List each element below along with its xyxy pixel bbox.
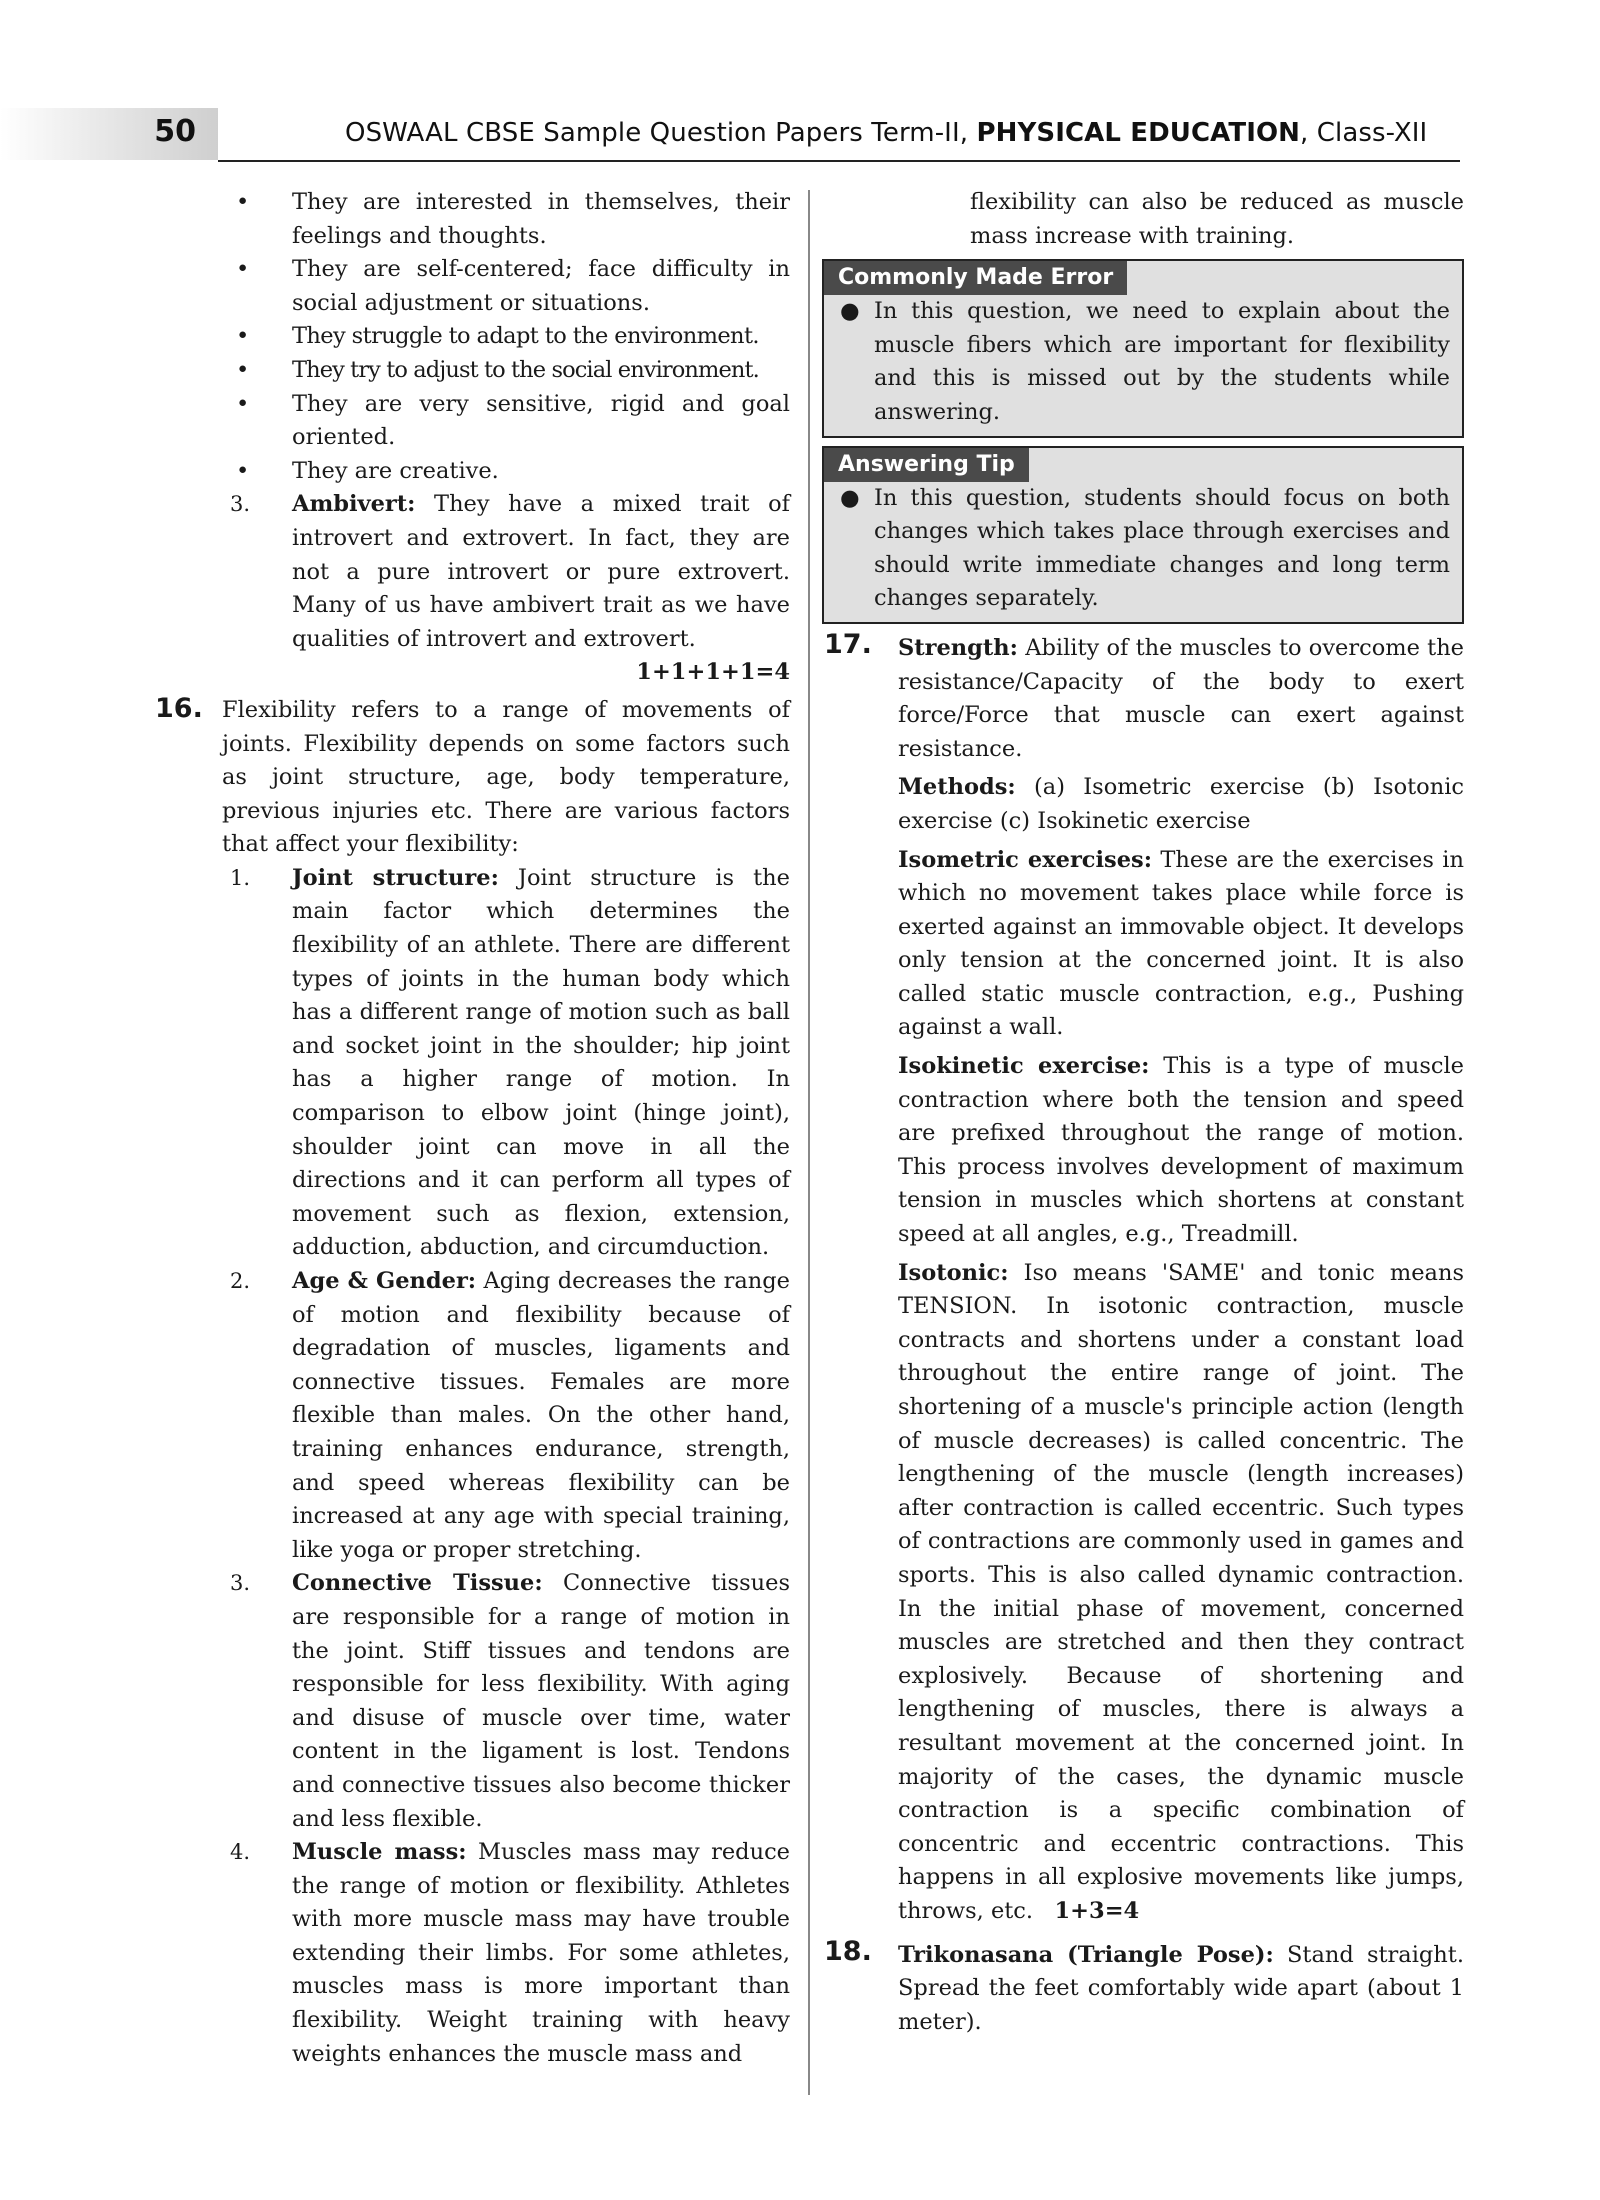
question-number: 17. (824, 628, 872, 660)
box-label: Answering Tip (824, 448, 1029, 482)
bullet-marker: • (236, 189, 250, 215)
list-item: • They are interested in themselves, their feelings and thoughts. (150, 186, 790, 253)
bullet-marker: • (236, 390, 250, 417)
box-label: Commonly Made Error (824, 261, 1127, 295)
box-item: ● In this question, students should focus on both changes which takes place through exercises and should write immediate changes and long term changes separately. (836, 482, 1450, 616)
page-header (0, 108, 1600, 160)
marks-label: 1+1+1+1=4 (636, 659, 790, 686)
list-item: 2. Age & Gender: Aging decreases the range of motion and flexibility because of degradation of muscles, ligaments and connective tissues. Females are more flexible than males. On the other hand, training enhances endurance, strength, and speed whereas flexibility can be increased at any age with special training, like yoga or proper stretching. (230, 1268, 790, 1563)
question-17 (822, 628, 1464, 1929)
strength-para: Strength: Ability of the muscles to overcome the resistance/Capacity of the body to exert force/Force that muscle can exert against resistance. (898, 634, 1464, 762)
answering-tip-box (822, 446, 1464, 624)
running-title (345, 118, 1427, 148)
question-16-intro: Flexibility refers to a range of movements of joints. Flexibility depends on some factors such as joint structure, age, body temperature, previous injuries etc. There are various factors that affect your flexibility: (222, 696, 790, 858)
column-divider (808, 190, 810, 2095)
question-number: 18. (824, 1935, 872, 1967)
left-column (150, 186, 790, 2071)
question-18 (822, 1935, 1464, 2040)
list-item: • They are self-centered; face difficulty in social adjustment or situations. (150, 253, 790, 320)
title-subject: PHYSICAL EDUCATION (976, 118, 1301, 148)
list-item: • They are creative. (150, 455, 790, 489)
bullet-marker: • (236, 457, 250, 484)
isotonic-para: Isotonic: Iso means 'SAME' and tonic means TENSION. In isotonic contraction, muscle contracts and shortens under a constant load throughout the entire range of joint. The shortening of a muscle's principle action (length of muscle decreases) is called concentric. The lengthening of the muscle (length increases) after contraction is called eccentric. Such types of contractions are commonly used in games and sports. This is also called dynamic contraction. In the initial phase of movement, concerned muscles are stretched and then they contract explosively. Because of shortening and lengthening of muscles, there is always a resultant movement at the concerned joint. In majority of the cases, the dynamic muscle contraction is a specific combination of concentric and eccentric contractions. This happens in all explosive movements like jumps, throws, etc. 1+3=4 (898, 1259, 1464, 1924)
page-number: 50 (154, 114, 196, 149)
right-column (822, 186, 1464, 2039)
continuation-text: flexibility can also be reduced as muscle mass increase with training. (970, 189, 1464, 249)
box-item: ● In this question, we need to explain about the muscle fibers which are important for flexibility and this is missed out by the students while answering. (836, 295, 1450, 429)
list-item: 3. Connective Tissue: Connective tissues are responsible for a range of motion in the joint. Stiff tissues and tendons are responsible for less flexibility. With aging and disuse of muscle over time, water content in the ligament is lost. Tendons and connective tissues also become thicker and less flexible. (230, 1570, 790, 1832)
list-item: • They struggle to adapt to the environment. (150, 320, 790, 354)
header-rule (218, 160, 1460, 162)
bullet-marker: • (236, 256, 250, 283)
list-item: • They try to adjust to the social environment. (150, 354, 790, 388)
ambivert-item: 3. Ambivert: They have a mixed trait of introvert and extrovert. In fact, they are not a pure introvert or pure extrovert. Many of us have ambivert trait as we have qualities of introvert and extrovert. (230, 491, 790, 652)
bullet-marker: • (236, 356, 249, 383)
list-item: 4. Muscle mass: Muscles mass may reduce the range of motion or flexibility. Athletes with more muscle mass may have trouble extending their limbs. For some athletes, muscles mass is more important than flexibility. Weight training with heavy weights enhances the muscle mass and (230, 1839, 790, 2067)
question-16 (150, 694, 790, 862)
title-prefix: OSWAAL CBSE Sample Question Papers Term-II, (345, 118, 977, 148)
commonly-made-error-box (822, 259, 1464, 437)
methods-para: Methods: (a) Isometric exercise (b) Isotonic exercise (c) Isokinetic exercise (898, 774, 1464, 834)
question-number: 16. (155, 692, 203, 724)
isometric-para: Isometric exercises: These are the exercises in which no movement takes place while force is exerted against an immovable object. It develops only tension at the concerned joint. It is also called static muscle contraction, e.g., Pushing against a wall. (898, 846, 1464, 1041)
trikonasana-para: Trikonasana (Triangle Pose): Stand straight. Spread the feet comfortably wide apart (about 1 meter). (898, 1941, 1464, 2035)
marks-label: 1+3=4 (1054, 1897, 1140, 1924)
bullet-marker: ● (840, 484, 860, 511)
title-suffix: , Class-XII (1300, 118, 1428, 148)
isokinetic-para: Isokinetic exercise: This is a type of muscle contraction where both the tension and speed are prefixed throughout the range of motion. This process involves development of maximum tension in muscles which shortens at constant speed at all angles, e.g., Treadmill. (898, 1053, 1464, 1248)
list-item: • They are very sensitive, rigid and goal oriented. (150, 388, 790, 455)
bullet-marker: • (236, 323, 249, 350)
list-item: 1. Joint structure: Joint structure is the main factor which determines the flexibility of an athlete. There are different types of joints in the human body which has a different range of motion such as ball and socket joint in the shoulder; hip joint has a higher range of motion. In comparison to elbow joint (hinge joint), shoulder joint can move in all the directions and it can perform all types of movement such as flexion, extension, adduction, abduction, and circumduction. (230, 864, 790, 1261)
page-number-box (0, 108, 218, 160)
bullet-marker: ● (840, 298, 860, 325)
